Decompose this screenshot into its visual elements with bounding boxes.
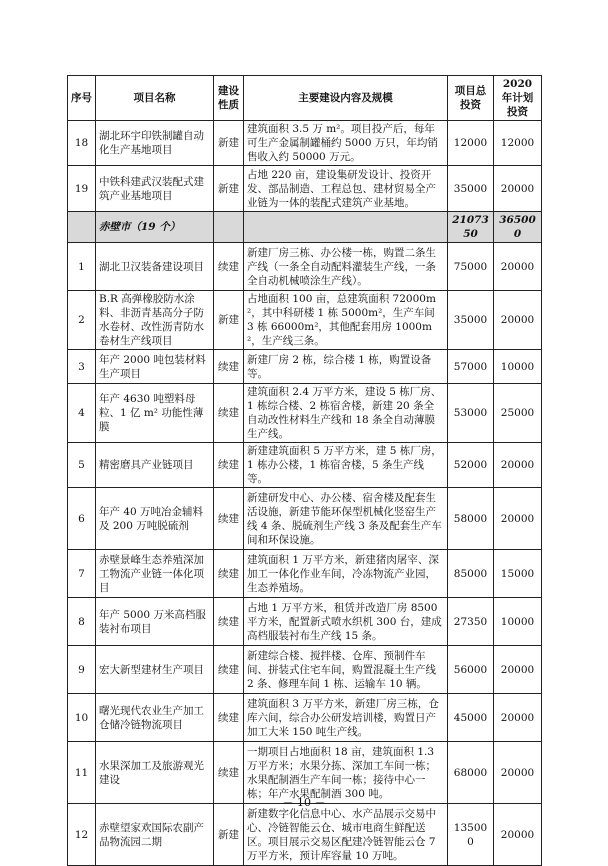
city-subtotal-row	[68, 212, 542, 243]
cell-no: 12	[68, 804, 96, 866]
table-row	[68, 694, 542, 742]
cell-nature	[214, 212, 244, 243]
cell-no: 10	[68, 694, 96, 742]
cell-name: 湖北环宇印铁制罐自动化生产基地项目	[96, 121, 214, 166]
table-row	[68, 488, 542, 550]
cell-nature: 续建	[214, 443, 244, 488]
cell-plan: 20000	[494, 166, 542, 212]
table-row	[68, 291, 542, 350]
cell-plan: 15000	[494, 550, 542, 598]
cell-no: 5	[68, 443, 96, 488]
col-header-content: 主要建设内容及规模	[244, 76, 448, 121]
cell-content: 新建综合楼、搅拌楼、仓库、预制件车间、拼装式住宅车间，购置混凝土生产线 2 条、修理车间 1 栋、运输车 10 辆。	[244, 646, 448, 694]
cell-name: 湖北卫汉装备建设项目	[96, 243, 214, 291]
cell-no: 19	[68, 166, 96, 212]
cell-no: 11	[68, 742, 96, 804]
cell-name: 中铁科建武汉装配式建筑产业基地项目	[96, 166, 214, 212]
cell-nature: 新建	[214, 166, 244, 212]
cell-total: 53000	[448, 384, 494, 443]
cell-plan: 20000	[494, 443, 542, 488]
table-row	[68, 443, 542, 488]
cell-content: 占地 220 亩，建设集研发设计、投资开发、部品制造、工程总包、建材贸易全产业链为一体的装配式建筑产业基地。	[244, 166, 448, 212]
table-row	[68, 350, 542, 384]
cell-content: 建筑面积 3 万平方米，新建厂房三栋，仓库六间，综合办公研发培训楼，购置日产加工大米 150 吨生产线。	[244, 694, 448, 742]
cell-no: 4	[68, 384, 96, 443]
cell-content: 建筑面积 3.5 万 m²。项目投产后，每年可生产金属制罐桶约 5000 万只，年均销售收入约 50000 万元。	[244, 121, 448, 166]
table-row	[68, 121, 542, 166]
cell-total: 52000	[448, 443, 494, 488]
cell-nature: 新建	[214, 121, 244, 166]
cell-plan: 12000	[494, 121, 542, 166]
cell-name: 宏大新型建材生产项目	[96, 646, 214, 694]
cell-content: 占地面积 100 亩，总建筑面积 72000m²，其中科研楼 1 栋 5000m²，生产车间 3 栋 66000m²，其他配套用房 1000m²，生产线三条。	[244, 291, 448, 350]
city-plan: 365000	[494, 212, 542, 243]
cell-nature: 新建	[214, 291, 244, 350]
cell-content	[244, 212, 448, 243]
city-name: 赤壁市（19 个）	[96, 212, 214, 243]
table-row	[68, 243, 542, 291]
cell-content: 建筑面积 2.4 万平方米，建设 5 栋厂房、1 栋综合楼、2 栋宿舍楼，新建 20 条全自动改性材料生产线和 18 条全自动薄膜生产线。	[244, 384, 448, 443]
cell-content: 一期项目占地面积 18 亩，建筑面积 1.3 万平方米；水果分拣、深加工车间一栋；水果配制酒生产车间一栋；接待中心一栋；年产水果配制酒 300 吨。	[244, 742, 448, 804]
cell-name: 水果深加工及旅游观光建设	[96, 742, 214, 804]
table-row	[68, 166, 542, 212]
cell-total: 75000	[448, 243, 494, 291]
table-row	[68, 598, 542, 646]
cell-no	[68, 212, 96, 243]
cell-no: 7	[68, 550, 96, 598]
table-row	[68, 646, 542, 694]
col-header-plan: 2020 年计划投资	[494, 76, 542, 121]
cell-content: 建筑面积 1 万平方米，新建猪肉屠宰、深加工一体化作业车间，冷冻物流产业园，生态养殖场。	[244, 550, 448, 598]
cell-total: 35000	[448, 291, 494, 350]
cell-content: 新建数字化信息中心、水产品展示交易中心、冷链智能云仓、城市电商生鲜配送区。项目展示交易区配建冷链智能云仓 7 万平方米，预计库容量 10 万吨。	[244, 804, 448, 866]
cell-name: 年产 2000 吨包装材料生产项目	[96, 350, 214, 384]
cell-content: 新建研发中心、办公楼、宿舍楼及配套生活设施，新建节能环保型机械化竖窑生产线 4 条、脱硫剂生产线 3 条及配套生产车间和环保设施。	[244, 488, 448, 550]
cell-nature: 续建	[214, 384, 244, 443]
table-row	[68, 550, 542, 598]
cell-total: 135000	[448, 804, 494, 866]
project-table	[67, 75, 542, 866]
cell-no: 2	[68, 291, 96, 350]
cell-name: B.R 高弹橡胶防水涂料、非沥青基高分子防水卷材、改性沥青防水卷材生产线项目	[96, 291, 214, 350]
cell-name: 精密磨具产业链项目	[96, 443, 214, 488]
cell-plan: 10000	[494, 598, 542, 646]
cell-plan: 20000	[494, 291, 542, 350]
cell-nature: 续建	[214, 350, 244, 384]
cell-content: 占地 1 万平方米，租赁并改造厂房 8500 平方米，配置新式喷水织机 300 台，建成高档服装衬布生产线 15 条。	[244, 598, 448, 646]
cell-no: 3	[68, 350, 96, 384]
cell-nature: 续建	[214, 598, 244, 646]
col-header-no: 序号	[68, 76, 96, 121]
cell-total: 35000	[448, 166, 494, 212]
cell-nature: 续建	[214, 550, 244, 598]
cell-name: 年产 40 万吨冶金辅料及 200 万吨脱硫剂	[96, 488, 214, 550]
cell-total: 56000	[448, 646, 494, 694]
cell-content: 新建建筑面积 5 万平方米，建 5 栋厂房，1 栋办公楼，1 栋宿舍楼，5 条生产线等。	[244, 443, 448, 488]
cell-nature: 新建	[214, 804, 244, 866]
cell-total: 58000	[448, 488, 494, 550]
cell-content: 新建厂房 2 栋，综合楼 1 栋，购置设备等。	[244, 350, 448, 384]
table-header-row	[68, 76, 542, 121]
city-total: 2107350	[448, 212, 494, 243]
cell-total: 85000	[448, 550, 494, 598]
cell-no: 1	[68, 243, 96, 291]
cell-nature: 续建	[214, 488, 244, 550]
cell-nature: 续建	[214, 646, 244, 694]
cell-name: 年产 5000 万米高档服装衬布项目	[96, 598, 214, 646]
page-number: － 10 －	[282, 796, 326, 809]
cell-plan: 20000	[494, 646, 542, 694]
cell-no: 18	[68, 121, 96, 166]
cell-content: 新建厂房三栋、办公楼一栋，购置二条生产线（一条全自动配料灌装生产线，一条全自动机械喷涂生产线）。	[244, 243, 448, 291]
cell-nature: 续建	[214, 742, 244, 804]
cell-plan: 20000	[494, 694, 542, 742]
cell-plan: 20000	[494, 804, 542, 866]
cell-total: 27350	[448, 598, 494, 646]
cell-nature: 续建	[214, 243, 244, 291]
cell-total: 45000	[448, 694, 494, 742]
cell-no: 9	[68, 646, 96, 694]
cell-name: 赤壁望家欢国际农副产品物流园二期	[96, 804, 214, 866]
table-row	[68, 804, 542, 866]
cell-plan: 20000	[494, 243, 542, 291]
cell-no: 8	[68, 598, 96, 646]
cell-plan: 20000	[494, 488, 542, 550]
cell-total: 68000	[448, 742, 494, 804]
col-header-nature: 建设性质	[214, 76, 244, 121]
cell-plan: 25000	[494, 384, 542, 443]
cell-no: 6	[68, 488, 96, 550]
cell-total: 57000	[448, 350, 494, 384]
table-row	[68, 384, 542, 443]
cell-total: 12000	[448, 121, 494, 166]
cell-nature: 续建	[214, 694, 244, 742]
col-header-total: 项目总投资	[448, 76, 494, 121]
cell-name: 曙光现代农业生产加工仓储冷链物流项目	[96, 694, 214, 742]
cell-name: 年产 4630 吨塑料母粒、1 亿 m² 功能性薄膜	[96, 384, 214, 443]
cell-plan: 10000	[494, 350, 542, 384]
cell-plan: 20000	[494, 742, 542, 804]
col-header-name: 项目名称	[96, 76, 214, 121]
cell-name: 赤壁景峰生态养殖深加工物流产业链一体化项目	[96, 550, 214, 598]
